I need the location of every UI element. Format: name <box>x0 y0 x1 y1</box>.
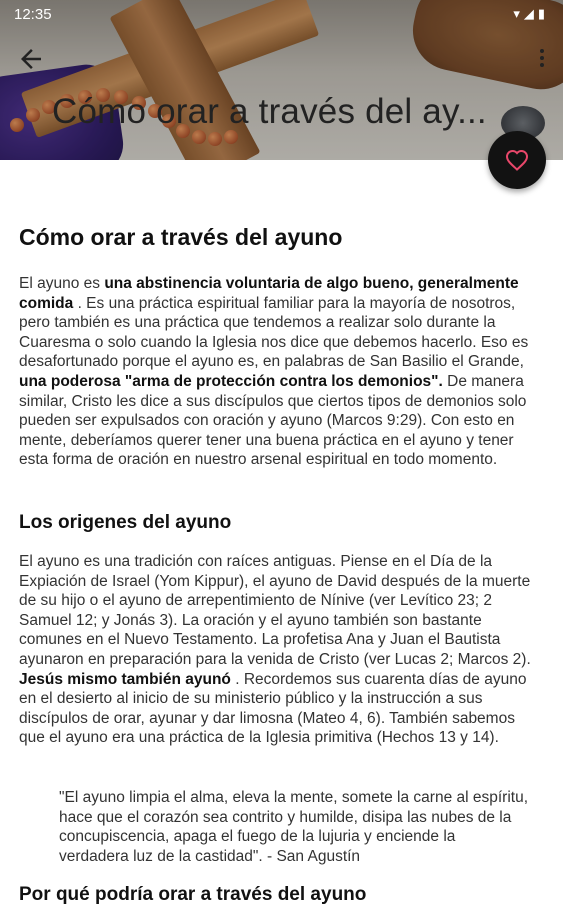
more-options-icon[interactable] <box>535 46 549 72</box>
section-heading-why: Por qué podría orar a través del ayuno <box>19 884 367 905</box>
text-run: . Recordemos sus cuarenta días de ayuno en el desierto al inicio de su ministerio público y la instrucción a sus discípulos de orar, ayunar y dar limosna (Mateo 4, 6). También sabemos que el ayuno era una práctica de la Iglesia primitiva (Hechos 13 y 14). <box>19 670 527 747</box>
back-arrow-icon[interactable] <box>16 44 46 74</box>
status-time: 12:35 <box>14 6 52 23</box>
status-bar <box>0 0 563 28</box>
paragraph-intro <box>19 274 539 470</box>
text-run: De manera similar, Cristo les dice a sus discípulos que ciertos tipos de demonios solo pueden ser expulsados con oración y ayuno (Marcos 9:29). Con esto en mente, deberíamos querer tener una buena práctica en el ayuno y tener esta forma de oración en nuestro arsenal espiritual en todo momento. <box>19 372 527 469</box>
section-heading-origins: Los origenes del ayuno <box>19 512 232 533</box>
text-run: El ayuno es <box>19 275 105 292</box>
bold-text: una abstinencia voluntaria de algo bueno, generalmente comida <box>19 275 519 312</box>
bold-text: una poderosa "arma de protección contra los demonios". <box>19 372 443 390</box>
bold-text: Jesús mismo también ayunó <box>19 670 231 688</box>
article-title: Cómo orar a través del ayuno <box>19 224 343 250</box>
favorite-button[interactable] <box>488 131 546 189</box>
heart-icon <box>505 149 529 171</box>
paragraph-origins <box>19 552 539 748</box>
page-title: Cómo orar a través del ay... <box>52 92 487 131</box>
text-run: . Es una práctica espiritual familiar para la mayoría de nosotros, pero también es una práctica que tendemos a realizar solo durante la Cuaresma o solo cuando la Iglesia nos dice que debemos hacerlo. Eso es desafortunado porque el ayuno es, en palabras de San Basilio el Grande, <box>19 294 529 371</box>
status-icons: ▾◢▮ <box>513 6 549 21</box>
quote-san-agustin: "El ayuno limpia el alma, eleva la mente, somete la carne al espíritu, hace que el corazón sea contrito y humilde, disipa las nubes de la concupiscencia, apaga el fuego de la lujuria y enciende la verdadera luz de la castidad". - San Agustín <box>59 789 529 865</box>
text-run: El ayuno es una tradición con raíces antiguas. Piense en el Día de la Expiación de Israel (Yom Kippur), el ayuno de David después de la muerte de su hijo o el ayuno de arrepentimiento de Nínive (ver Levítico 23; 2 Samuel 12; y Jonás 3). La oración y el ayuno también son bastante comunes en el Nuevo Testamento. La profetisa Ana y Juan el Bautista ayunaron en preparación para la venida de Cristo (ver Lucas 2; Marcos 2). <box>19 553 531 668</box>
